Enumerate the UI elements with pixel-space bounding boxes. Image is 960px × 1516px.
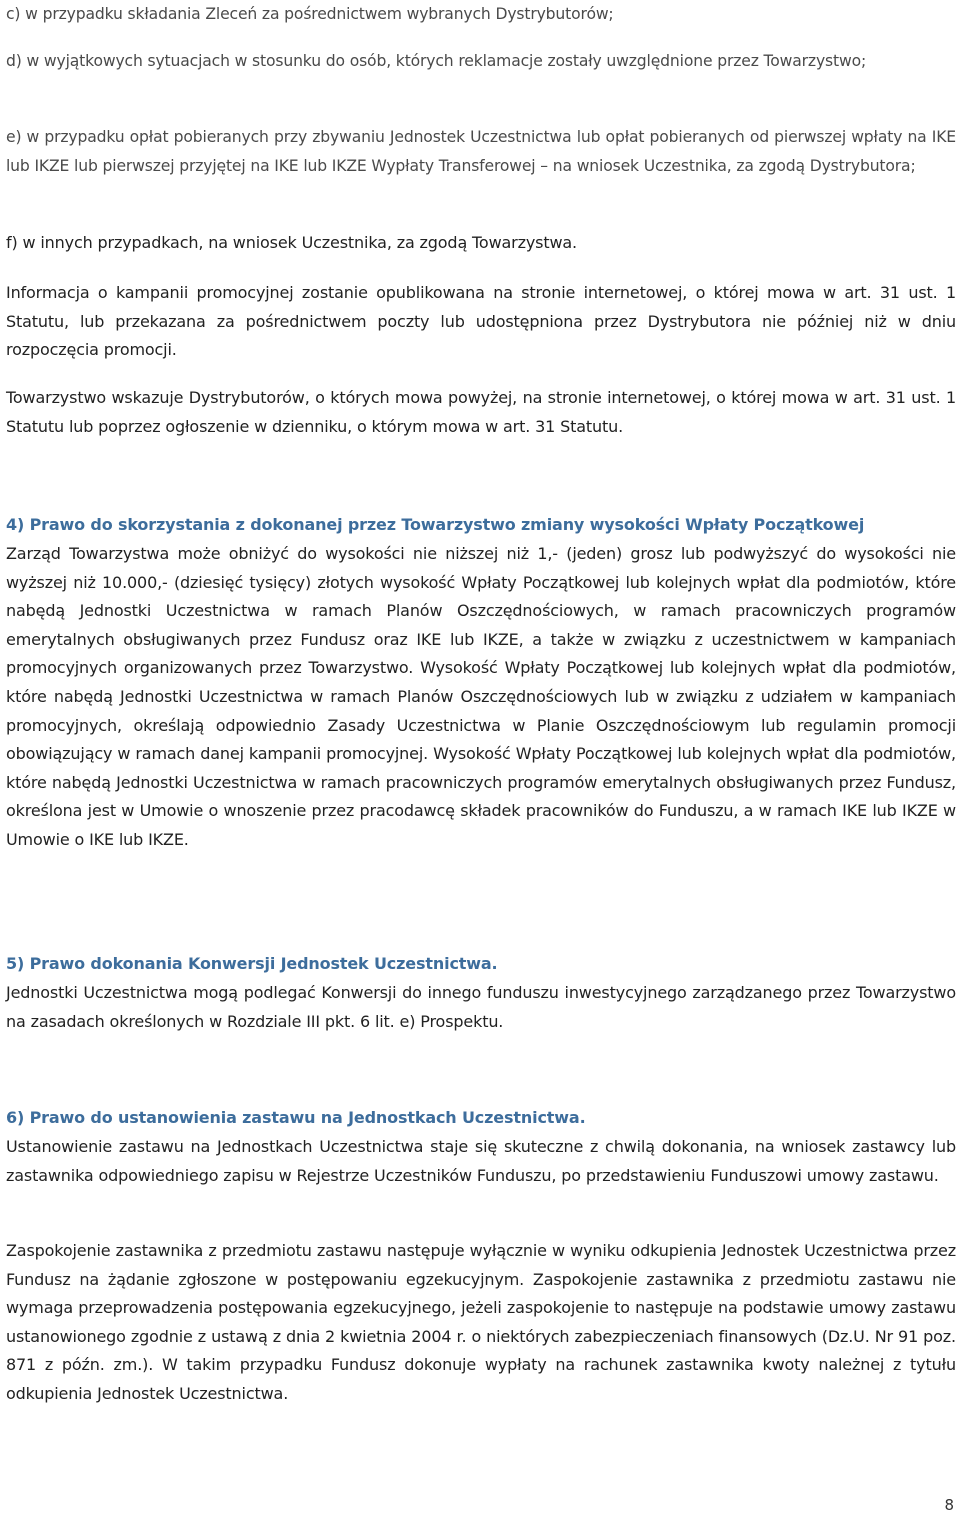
paragraph-campaign-info: Informacja o kampanii promocyjnej zostanie opublikowana na stronie internetowej, o której mowa w art. 31 ust. 1 Statutu, lub przekazana za pośrednictwem poczty lub udostępniona przez Dystrybutora nie później niż w dniu rozpoczęcia promocji. xyxy=(6,283,956,360)
paragraph-d: d) w wyjątkowych sytuacjach w stosunku do osób, których reklamacje zostały uwzględnione przez Towarzystwo; xyxy=(6,52,867,70)
section-4-body: Zarząd Towarzystwa może obniżyć do wysokości nie niższej niż 1,- (jeden) grosz lub podwyższyć do wysokości nie wyższej niż 10.000,- (dziesięć tysięcy) złotych wysokość Wpłaty Początkowej lub kolejnych wpłat dla podmiotów, które nabędą Jednostki Uczestnictwa w ramach Planów Oszczędnościowych, w ramach pracowniczych programów emerytalnych obsługiwanych przez Fundusz oraz IKE lub IKZE, a także w związku z uczestnictwem w kampaniach promocyjnych organizowanych przez Towarzystwo. Wysokość Wpłaty Początkowej lub kolejnych wpłat dla podmiotów, które nabędą Jednostki Uczestnictwa w ramach Planów Oszczędnościowych lub w związku z udziałem w kampaniach promocyjnych, określają odpowiednio Zasady Uczestnictwa w Planie Oszczędnościowym lub regulamin promocji obowiązujący w ramach danej kampanii promocyjnej. Wysokość Wpłaty Początkowej lub kolejnych wpłat dla podmiotów, które nabędą Jednostki Uczestnictwa w ramach pracowniczych programów emerytalnych obsługiwanych przez Fundusz, określona jest w Umowie o wnoszenie przez pracodawcę składek pracowników do Funduszu, a w ramach IKE lub IKZE w Umowie o IKE lub IKZE. xyxy=(6,544,956,849)
paragraph-f: f) w innych przypadkach, na wniosek Uczestnika, za zgodą Towarzystwa. xyxy=(6,233,577,252)
section-6-body-1: Ustanowienie zastawu na Jednostkach Uczestnictwa staje się skuteczne z chwilą dokonania, na wniosek zastawcy lub zastawnika odpowiedniego zapisu w Rejestrze Uczestników Funduszu, po przedstawieniu Funduszowi umowy zastawu. xyxy=(6,1137,956,1185)
paragraph-e: e) w przypadku opłat pobieranych przy zbywaniu Jednostek Uczestnictwa lub opłat pobieranych od pierwszej wpłaty na IKE lub IKZE lub pierwszej przyjętej na IKE lub IKZE Wypłaty Transferowej – na wniosek Uczestnika, za zgodą Dystrybutora; xyxy=(6,128,956,175)
paragraph-c: c) w przypadku składania Zleceń za pośrednictwem wybranych Dystrybutorów; xyxy=(6,5,614,23)
section-5-body: Jednostki Uczestnictwa mogą podlegać Konwersji do innego funduszu inwestycyjnego zarządzanego przez Towarzystwo na zasadach określonych w Rozdziale III pkt. 6 lit. e) Prospektu. xyxy=(6,983,956,1031)
section-6-heading: 6) Prawo do ustanowienia zastawu na Jednostkach Uczestnictwa. xyxy=(6,1108,586,1127)
section-4-heading: 4) Prawo do skorzystania z dokonanej przez Towarzystwo zmiany wysokości Wpłaty Początkowej xyxy=(6,515,865,534)
paragraph-distributors-info: Towarzystwo wskazuje Dystrybutorów, o których mowa powyżej, na stronie internetowej, o której mowa w art. 31 ust. 1 Statutu lub poprzez ogłoszenie w dzienniku, o którym mowa w art. 31 Statutu. xyxy=(6,388,956,436)
section-6-body-2: Zaspokojenie zastawnika z przedmiotu zastawu następuje wyłącznie w wyniku odkupienia Jednostek Uczestnictwa przez Fundusz na żądanie zgłoszone w postępowaniu egzekucyjnym. Zaspokojenie zastawnika z przedmiotu zastawu nie wymaga przeprowadzenia postępowania egzekucyjnego, jeżeli zaspokojenie to następuje na podstawie umowy zastawu ustanowionego zgodnie z ustawą z dnia 2 kwietnia 2004 r. o niektórych zabezpieczeniach finansowych (Dz.U. Nr 91 poz. 871 z późn. zm.). W takim przypadku Fundusz dokonuje wypłaty na rachunek zastawnika kwoty należnej z tytułu odkupienia Jednostek Uczestnictwa. xyxy=(6,1241,956,1403)
page-number: 8 xyxy=(944,1496,954,1514)
section-5-heading: 5) Prawo dokonania Konwersji Jednostek Uczestnictwa. xyxy=(6,954,498,973)
